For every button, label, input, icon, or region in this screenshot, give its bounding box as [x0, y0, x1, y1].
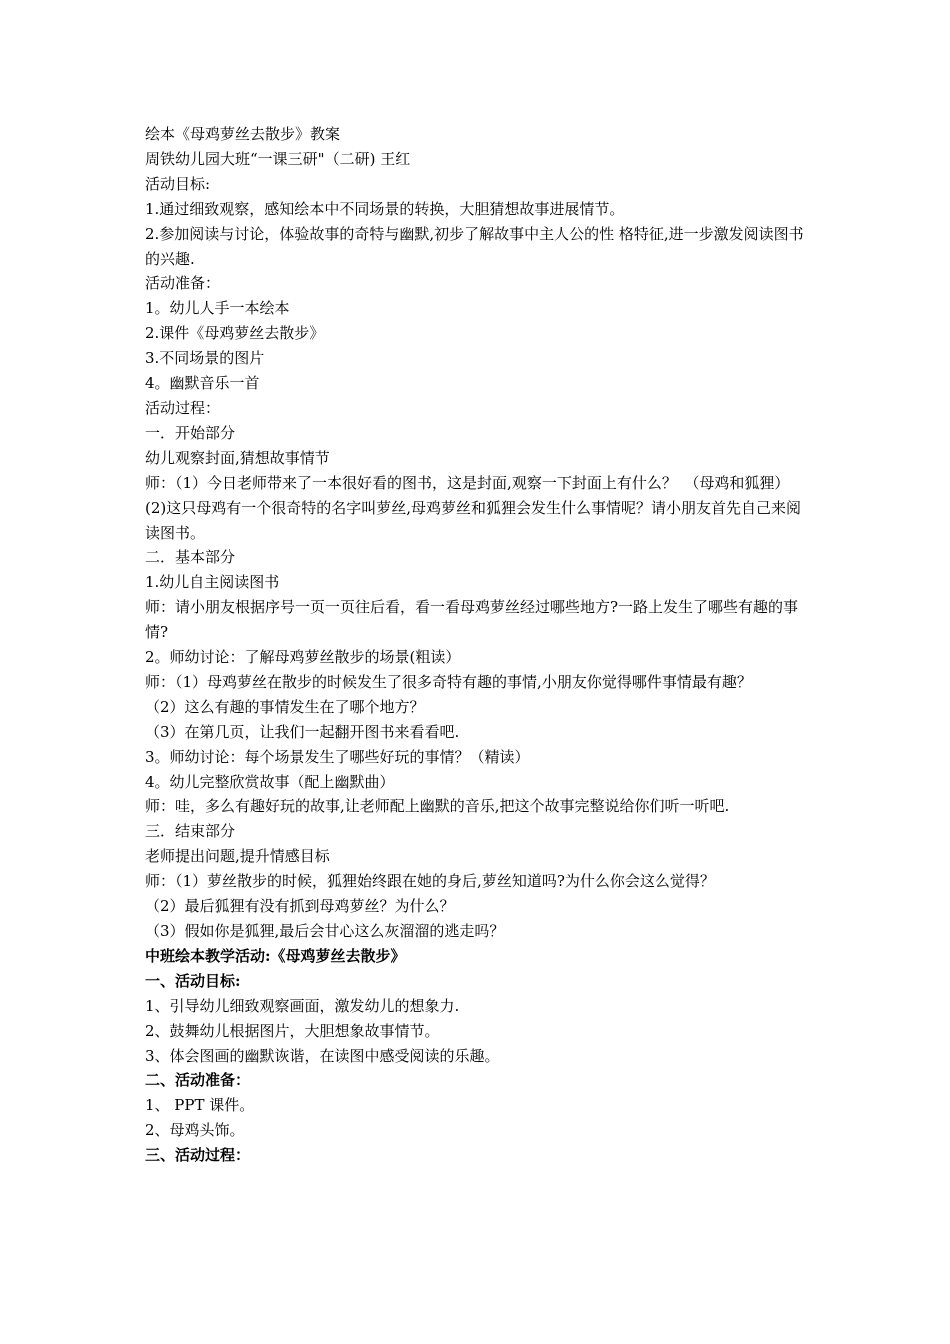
paragraph: （2）这么有趣的事情发生在了哪个地方？ [145, 697, 425, 716]
paragraph: 2、鼓舞幼儿根据图片，大胆想象故事情节。 [145, 1021, 440, 1040]
paragraph: （3）在第几页，让我们一起翻开图书来看看吧. [145, 722, 460, 741]
paragraph: 2、母鸡头饰。 [145, 1121, 245, 1140]
section-heading: 一、活动目标: [145, 971, 241, 990]
paragraph: 师：请小朋友根据序号一页一页往后看，看一看母鸡萝丝经过哪些地方?一路上发生了哪些有趣的事情? [145, 598, 799, 642]
paragraph: 4。幽默音乐一首 [145, 374, 260, 393]
paragraph: 2.参加阅读与讨论，体验故事的奇特与幽默,初步了解故事中主人公的性 格特征,进一步激发阅读图书的兴趣. [145, 224, 804, 268]
subsection-heading: 一．开始部分 [145, 423, 236, 442]
doc-subtitle: 中班绘本教学活动:《母鸡萝丝去散步》 [145, 946, 406, 965]
doc-title: 绘本《母鸡萝丝去散步》教案 [145, 125, 341, 143]
section-heading: 三、活动过程： [145, 1146, 251, 1165]
section-heading: 活动目标: [145, 174, 211, 193]
section-heading: 活动准备： [145, 274, 221, 293]
paragraph: 师：（1）今日老师带来了一本很好看的图书，这是封面,观察一下封面上有什么？ （母鸡和狐狸） [145, 473, 790, 492]
paragraph: 2.课件《母鸡萝丝去散步》 [145, 324, 325, 343]
paragraph: 1。幼儿人手一本绘本 [145, 299, 290, 318]
paragraph: 1、 PPT 课件。 [145, 1096, 255, 1115]
section-heading: 二、活动准备： [145, 1071, 251, 1090]
paragraph: (2)这只母鸡有一个很奇特的名字叫萝丝,母鸡萝丝和狐狸会发生什么事情呢？请小朋友首先自己来阅读图书。 [145, 498, 802, 542]
paragraph: 师：（1）萝丝散步的时候，狐狸始终跟在她的身后,萝丝知道吗?为什么你会这么觉得？ [145, 872, 715, 891]
paragraph: 1.通过细致观察，感知绘本中不同场景的转换，大胆猜想故事进展情节。 [145, 199, 625, 218]
doc-author: 周铁幼儿园大班“一课三研"（二研) 王红 [145, 149, 411, 168]
paragraph: （2）最后狐狸有没有抓到母鸡萝丝？为什么？ [145, 897, 455, 916]
paragraph: 3、体会图画的幽默诙谐，在读图中感受阅读的乐趣。 [145, 1046, 500, 1065]
paragraph: 师：（1）母鸡萝丝在散步的时候发生了很多奇特有趣的事情,小朋友你觉得哪件事情最有趣？ [145, 672, 752, 691]
paragraph: 1、引导幼儿细致观察画面，激发幼儿的想象力. [145, 996, 460, 1015]
subsection-heading: 二．基本部分 [145, 548, 236, 567]
paragraph: （3）假如你是狐狸,最后会甘心这么灰溜溜的逃走吗？ [145, 922, 505, 940]
paragraph: 4。幼儿完整欣赏故事（配上幽默曲） [145, 772, 395, 791]
document-page [145, 122, 810, 1168]
paragraph: 师：哇，多么有趣好玩的故事,让老师配上幽默的音乐,把这个故事完整说给你们听一听吧. [145, 797, 730, 816]
paragraph: 3。师幼讨论：每个场景发生了哪些好玩的事情？（精读） [145, 747, 530, 766]
paragraph: 老师提出问题,提升情感目标 [145, 847, 330, 866]
paragraph: 1.幼儿自主阅读图书 [145, 573, 280, 592]
subsection-heading: 三．结束部分 [145, 822, 236, 841]
paragraph: 2。师幼讨论：了解母鸡萝丝散步的场景(粗读） [145, 648, 461, 667]
paragraph: 幼儿观察封面,猜想故事情节 [145, 448, 330, 467]
section-heading: 活动过程： [145, 398, 221, 417]
paragraph: 3.不同场景的图片 [145, 349, 265, 368]
